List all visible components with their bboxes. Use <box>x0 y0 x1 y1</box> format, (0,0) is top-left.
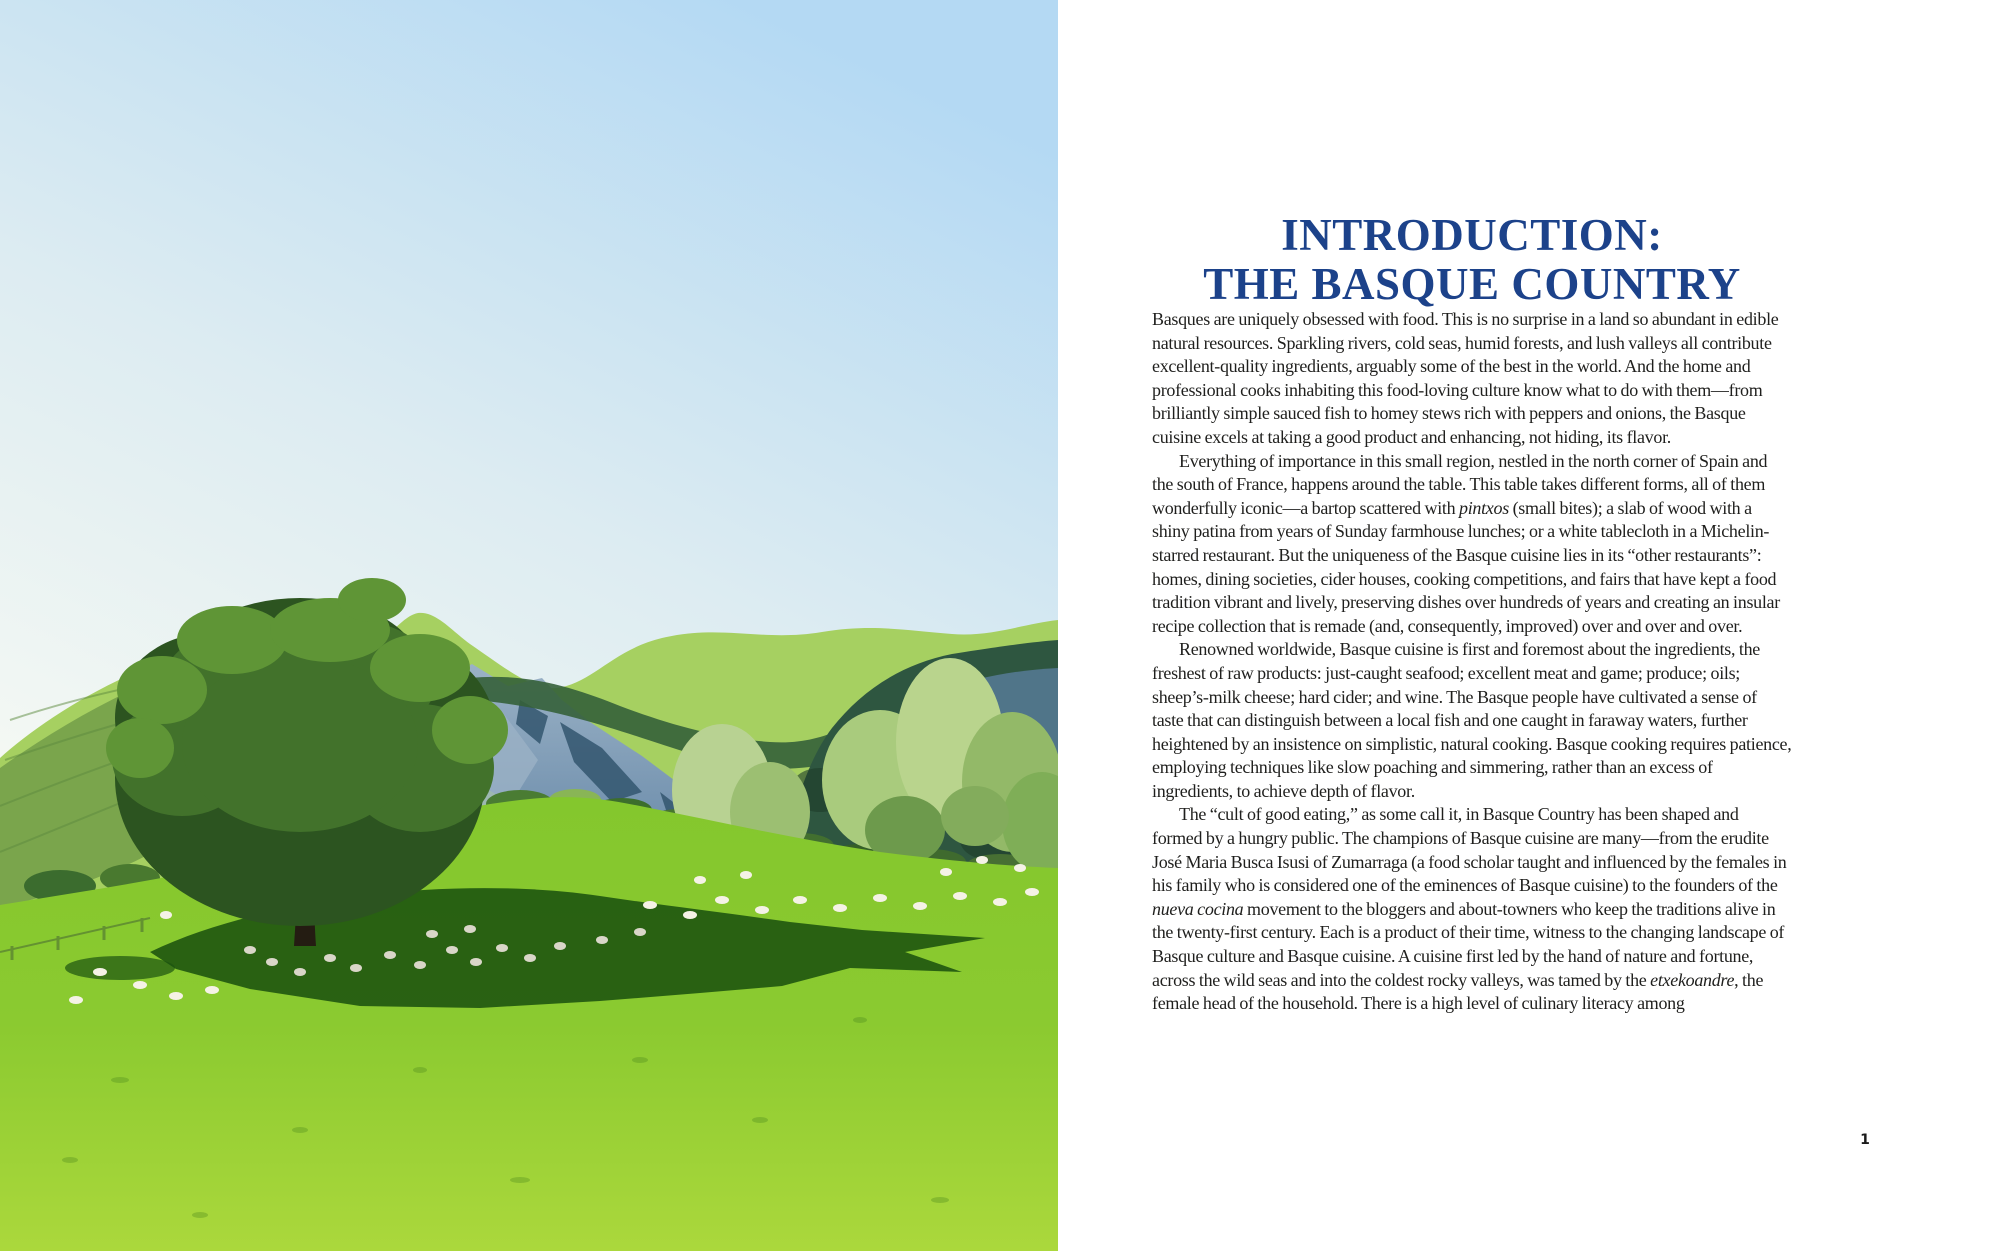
italic-text: pintxos <box>1459 497 1509 518</box>
page-title <box>1146 211 1798 309</box>
italic-text: nueva cocina <box>1152 898 1244 919</box>
paragraph <box>1152 638 1792 803</box>
paragraph <box>1152 308 1792 450</box>
text-segment: The “cult of good eating,” as some call it, in Basque Country has been shaped and formed by a hungry public. The champions of Basque cuisine are many—from the erudite José Maria Busca Isusi of Zumarraga (a food scholar taught and influenced by the females in his family who is considered one of the eminences of Basque cuisine) to the founders of the <box>1152 804 1787 896</box>
body-text <box>1152 308 1792 1016</box>
tree-shadow-left <box>65 956 175 980</box>
page-title-line1: INTRODUCTION: <box>1281 210 1663 261</box>
text-segment: , the female head of the household. There is a high level of culinary literacy among <box>1152 969 1764 1014</box>
book-page <box>1058 0 2000 1251</box>
text-segment: Renowned worldwide, Basque cuisine is first and foremost about the ingredients, the freshest of raw products: just-caught seafood; excellent meat and game; produce; oils; sheep’s-milk cheese; hard cider; and wine. The Basque people have cultivated a sense of taste that can distinguish between a local fish and one caught in faraway waters, further heightened by an insistence on simplistic, natural cooking. Basque cooking requires patience, employing techniques like slow poaching and simmering, rather than an excess of ingredients, to achieve depth of flavor. <box>1152 639 1792 801</box>
text-segment: Everything of importance in this small region, nestled in the north corner of Spain and the south of France, happens around the table. This table takes different forms, all of them wonderfully iconic—a bartop scattered with <box>1152 450 1768 518</box>
page-number: 1 <box>1860 1132 1870 1148</box>
italic-text: etxekoandre <box>1650 969 1735 990</box>
paragraph <box>1152 803 1792 1015</box>
paragraph <box>1152 450 1792 639</box>
text-segment: movement to the bloggers and about-towners who keep the traditions alive in the twenty-first century. Each is a product of their time, witness to the changing landscape of Basque culture and Basque cuisine. A cuisine first led by the hand of nature and fortune, across the wild seas and into the coldest rocky valleys, was tamed by the <box>1152 898 1785 990</box>
text-segment: Basques are uniquely obsessed with food. This is no surprise in a land so abundant in edible natural resources. Sparkling rivers, cold seas, humid forests, and lush valleys all contribute excellent-quality ingredients, arguably some of the best in the world. And the home and professional cooks inhabiting this food-loving culture know what to do with them—from brilliantly simple sauced fish to homey stews rich with peppers and onions, the Basque cuisine excels at taking a good product and enhancing, not hiding, its flavor. <box>1152 309 1779 447</box>
text-segment: (small bites); a slab of wood with a shiny patina from years of Sunday farmhouse lunches; or a white tablecloth in a Michelin-starred restaurant. But the uniqueness of the Basque cuisine lies in its “other restaurants”: homes, dining societies, cider houses, cooking competitions, and fairs that have kept a food tradition vibrant and lively, preserving dishes over hundreds of years and creating an insular recipe collection that is remade (and, consequently, improved) over and over and over. <box>1152 497 1780 636</box>
page-title-line2: THE BASQUE COUNTRY <box>1203 259 1741 310</box>
